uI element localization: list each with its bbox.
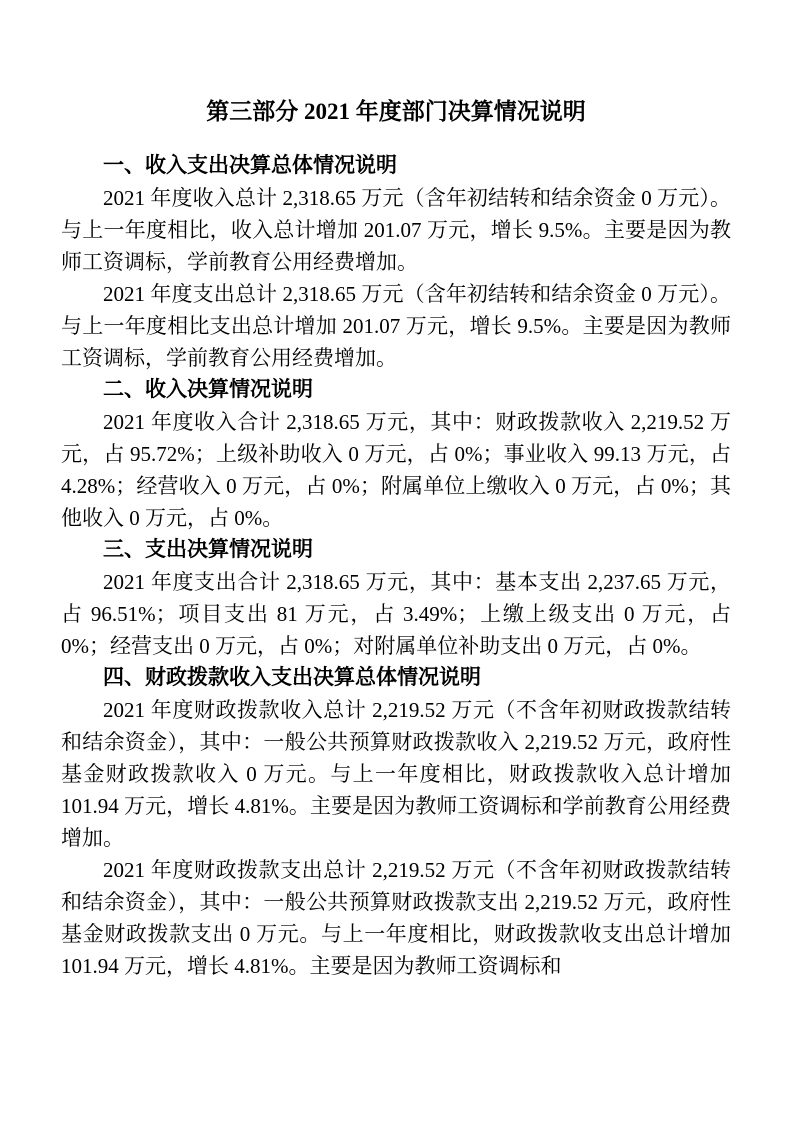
document-title: 第三部分 2021 年度部门决算情况说明 <box>206 99 586 124</box>
document-body <box>61 150 731 982</box>
paragraph-fiscal-appropriation-expenditure: 2021 年度财政拨款支出总计 2,219.52 万元（不含年初财政拨款结转和结余资金），其中：一般公共预算财政拨款支出 2,219.52 万元，政府性基金财政拨款支出 0 万元。与上一年度相比，财政拨款收支出总计增加 101.94 万元，增长 4.81%。主要是因为教师工资调标和 <box>61 858 731 978</box>
paragraph-fiscal-appropriation-income: 2021 年度财政拨款收入总计 2,219.52 万元（不含年初财政拨款结转和结余资金），其中：一般公共预算财政拨款收入 2,219.52 万元，政府性基金财政拨款收入 0 万元。与上一年度相比，财政拨款收入总计增加 101.94 万元，增长 4.81%。主要是因为教师工资调标和学前教育公用经费增加。 <box>61 698 731 850</box>
paragraph-total-income: 2021 年度收入总计 2,318.65 万元（含年初结转和结余资金 0 万元）。与上一年度相比，收入总计增加 201.07 万元，增长 9.5%。主要是因为教师工资调标，学前教育公用经费增加。 <box>61 186 731 274</box>
paragraph-expenditure-detail: 2021 年度支出合计 2,318.65 万元，其中：基本支出 2,237.65 万元，占 96.51%；项目支出 81 万元，占 3.49%；上缴上级支出 0 万元，占 0%；经营支出 0 万元，占 0%；对附属单位补助支出 0 万元，占 0%。 <box>61 570 732 658</box>
section-heading-expenditure-detail: 三、支出决算情况说明 <box>103 538 313 561</box>
section-heading-income-expenditure-overview: 一、收入支出决算总体情况说明 <box>103 154 397 177</box>
paragraph-income-detail: 2021 年度收入合计 2,318.65 万元，其中：财政拨款收入 2,219.52 万元，占 95.72%；上级补助收入 0 万元，占 0%；事业收入 99.13 万元，占 4.28%；经营收入 0 万元，占 0%；附属单位上缴收入 0 万元，占 0%；其他收入 0 万元，占 0%。 <box>61 410 731 530</box>
paragraph-total-expenditure: 2021 年度支出总计 2,318.65 万元（含年初结转和结余资金 0 万元）。与上一年度相比支出总计增加 201.07 万元，增长 9.5%。主要是因为教师工资调标，学前教育公用经费增加。 <box>61 282 731 370</box>
section-heading-fiscal-appropriation-overview: 四、财政拨款收入支出决算总体情况说明 <box>103 666 481 689</box>
section-heading-income-detail: 二、收入决算情况说明 <box>103 378 313 401</box>
